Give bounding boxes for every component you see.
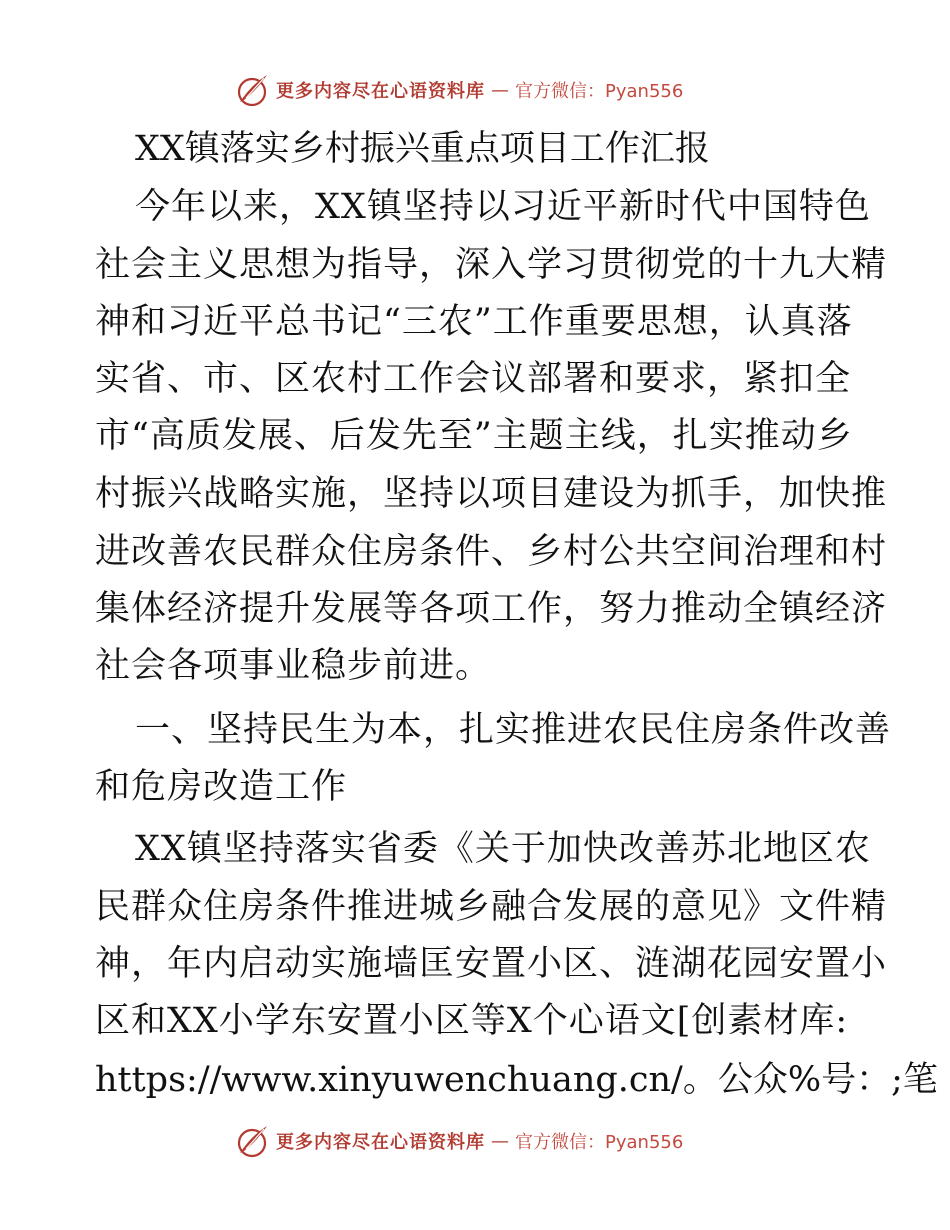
text-line: 村振兴战略实施，坚持以项目建设为抓手，加快推 bbox=[95, 474, 888, 514]
footer-watermark bbox=[234, 1121, 714, 1161]
watermark-separator: — bbox=[491, 1130, 509, 1152]
feather-pen-logo-icon bbox=[234, 1123, 270, 1159]
text-line: 社会各项事业稳步前进。 bbox=[95, 646, 492, 686]
watermark-wechat: 官方微信：Pyan556 bbox=[515, 81, 684, 102]
text-line: 集体经济提升发展等各项工作，努力推动全镇经济 bbox=[95, 589, 888, 629]
document-title: XX镇落实乡村振兴重点项目工作汇报 bbox=[135, 129, 710, 169]
text-line: 神，年内启动实施墙匡安置小区、涟湖花园安置小 bbox=[95, 944, 888, 984]
section-heading: 一、坚持民生为本，扎实推进农民住房条件改善 bbox=[135, 710, 892, 750]
text-line: 区和XX小学东安置小区等X个心语文[创素材库: bbox=[95, 1001, 849, 1041]
watermark-wechat: 官方微信：Pyan556 bbox=[515, 1132, 684, 1153]
text-line: 民群众住房条件推进城乡融合发展的意见》文件精 bbox=[95, 887, 888, 927]
text-line: https://www.xinyuwenchuang.cn/。公众%号：;笔 bbox=[95, 1060, 938, 1100]
text-line: 市“高质发展、后发先至”主题主线，扎实推动乡 bbox=[95, 416, 853, 456]
watermark-separator: — bbox=[491, 79, 509, 101]
watermark-text: 更多内容尽在心语资料库 bbox=[276, 81, 485, 102]
text-line: 社会主义思想为指导，深入学习贯彻党的十九大精 bbox=[95, 245, 888, 285]
section-heading-cont: 和危房改造工作 bbox=[95, 767, 348, 807]
header-watermark bbox=[234, 70, 714, 110]
watermark-text: 更多内容尽在心语资料库 bbox=[276, 1132, 485, 1153]
text-line: 神和习近平总书记“三农”工作重要思想，认真落 bbox=[95, 302, 853, 342]
text-line: XX镇坚持落实省委《关于加快改善苏北地区农 bbox=[135, 829, 871, 869]
feather-pen-logo-icon bbox=[234, 72, 270, 108]
text-line: 实省、市、区农村工作会议部署和要求，紧扣全 bbox=[95, 359, 852, 399]
text-line: 进改善农民群众住房条件、乡村公共空间治理和村 bbox=[95, 532, 888, 572]
text-line: 今年以来，XX镇坚持以习近平新时代中国特色 bbox=[135, 187, 871, 227]
